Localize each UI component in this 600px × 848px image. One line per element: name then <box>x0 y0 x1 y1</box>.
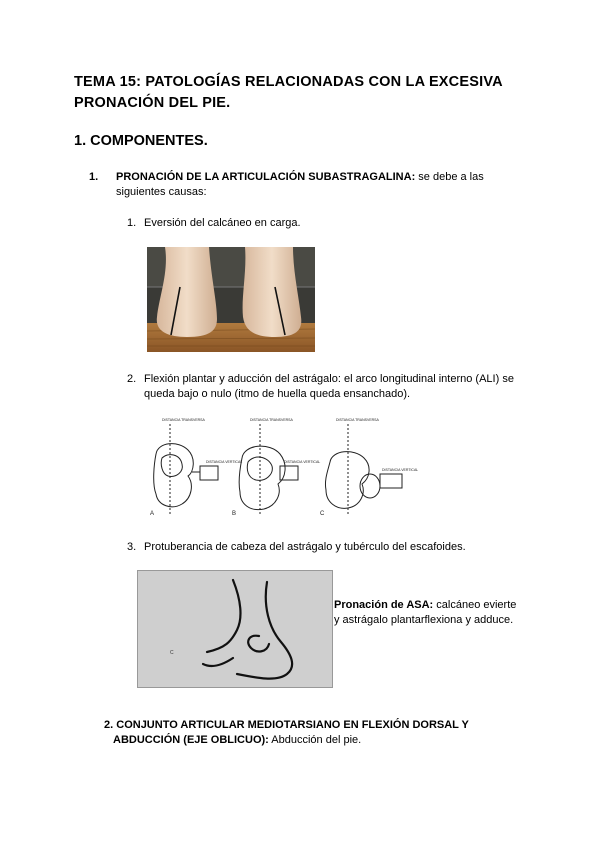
image-caption <box>334 598 534 628</box>
sub-text: Eversión del calcáneo en carga. <box>144 217 301 229</box>
item-text: se debe a las <box>415 171 484 183</box>
item-line-2: siguientes causas: <box>116 186 207 198</box>
title-line-2: PRONACIÓN DEL PIE. <box>74 95 231 111</box>
item-bold-line-2: ABDUCCIÓN (EJE OBLICUO): <box>113 734 269 746</box>
label-distancia-vertical-b: DISTANCIA VERTICAL <box>284 460 321 464</box>
list-item-subastragalina <box>89 170 496 200</box>
label-distancia-vertical-a: DISTANCIA VERTICAL <box>206 460 243 464</box>
title-line-1: TEMA 15: PATOLOGÍAS RELACIONADAS CON LA EXCESIVA <box>74 74 503 90</box>
label-distancia-vertical-c: DISTANCIA VERTICAL <box>382 468 418 472</box>
sub-item-2 <box>127 372 564 402</box>
label-distancia-transversa-b: DISTANCIA TRANSVERSA <box>250 418 293 422</box>
label-distancia-transversa-a: DISTANCIA TRANSVERSA <box>162 418 205 422</box>
foot-bones-diagram <box>148 414 418 518</box>
caption-bold: Pronación de ASA: <box>334 599 434 611</box>
foot-sketch-image <box>137 570 333 688</box>
list-number: 1. <box>89 171 99 183</box>
item-text: Abducción del pie. <box>268 734 362 746</box>
label-b: B <box>232 511 237 517</box>
item-line-1 <box>116 170 496 185</box>
caption-text: calcáneo evierte <box>433 599 517 611</box>
caption-line-2: y astrágalo plantarflexiona y adduce. <box>334 614 514 626</box>
sub-number: 3. <box>127 541 137 553</box>
sub-item-1 <box>127 216 544 231</box>
item-bold-label: PRONACIÓN DE LA ARTICULACIÓN SUBASTRAGALINA: <box>116 171 416 183</box>
label-c: C <box>320 511 325 517</box>
sub-text-line-2: queda bajo o nulo (itmo de huella queda ensanchado). <box>144 388 411 400</box>
list-item-mediotarsiano <box>104 718 504 748</box>
page-title <box>74 72 544 114</box>
sub-text-line-1: Flexión plantar y aducción del astrágalo: el arco longitudinal interno (ALI) se <box>144 373 514 385</box>
item-bold-line-1: CONJUNTO ARTICULAR MEDIOTARSIANO EN FLEXIÓN DORSAL Y <box>116 719 469 731</box>
sub-text: Protuberancia de cabeza del astrágalo y tubérculo del escafoides. <box>144 541 466 553</box>
sub-number: 2. <box>127 373 137 385</box>
heels-photo <box>147 247 315 352</box>
item-line-1 <box>104 718 504 733</box>
section-heading: 1. COMPONENTES. <box>74 133 208 149</box>
sub-number: 1. <box>127 217 137 229</box>
item-line-2 <box>104 733 504 748</box>
caption-line-1 <box>334 598 534 613</box>
sub-item-3 <box>127 540 564 555</box>
label-distancia-transversa-c: DISTANCIA TRANSVERSA <box>336 418 379 422</box>
sketch-label-c: C <box>170 650 174 656</box>
item-number: 2. <box>104 719 114 731</box>
label-a: A <box>150 511 155 517</box>
